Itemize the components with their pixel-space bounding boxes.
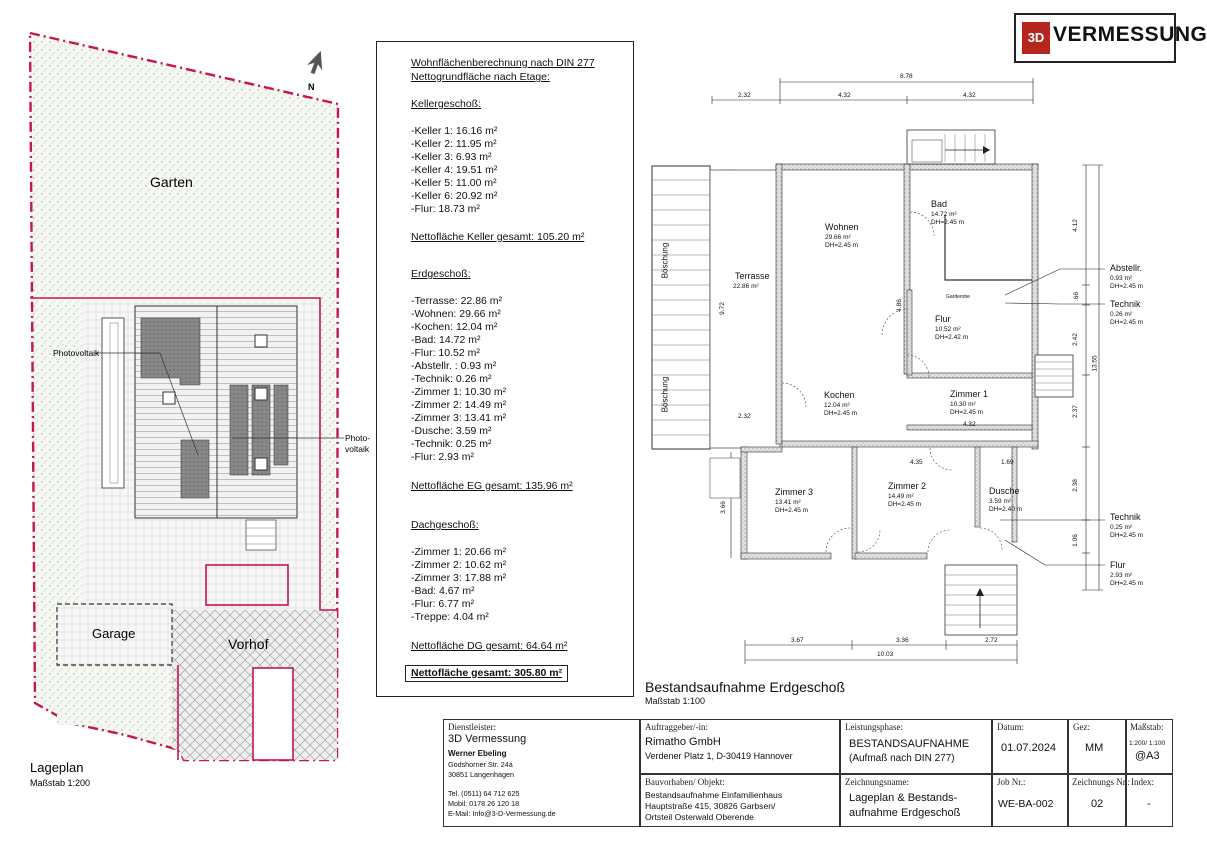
floor-plan — [640, 60, 1180, 710]
tb-person: Werner Ebeling — [448, 749, 507, 758]
tb-index-value: - — [1147, 798, 1151, 810]
dim-bottom-total: 10.03 — [877, 651, 894, 658]
tb-client-label: Auftraggeber/-in: — [645, 722, 708, 732]
tb-dwg-no-label: Zeichnungs Nr.: — [1072, 777, 1130, 787]
tb-city: 30851 Langenhagen — [448, 770, 514, 779]
list-item: -Zimmer 1: 10.30 m² — [411, 386, 507, 398]
tb-gez-value: MM — [1085, 742, 1104, 754]
keller-total: Nettofläche Keller gesamt: 105.20 m² — [411, 231, 585, 243]
list-item: -Keller 4: 19.51 m² — [411, 164, 498, 176]
room-wohnen-dh: DH=2.45 m — [825, 242, 859, 249]
callout-technik1-area: 0.26 m² — [1110, 311, 1133, 318]
floorplan-title: Bestandsaufnahme Erdgeschoß — [645, 679, 846, 695]
boeschung-label: Böschung — [660, 242, 670, 279]
tb-date-label: Datum: — [997, 722, 1024, 732]
dim-top-c: 4.32 — [963, 92, 976, 99]
pv-label-left: Photovoltaik — [53, 348, 100, 358]
room-zimmer3-dh: DH=2.45 m — [775, 507, 809, 514]
room-zimmer2-dh: DH=2.45 m — [888, 501, 922, 508]
list-item: -Zimmer 3: 17.88 m² — [411, 572, 507, 584]
dim-right-f: 1.06 — [1071, 534, 1079, 547]
tb-gez — [1068, 719, 1126, 774]
garten-label: Garten — [150, 174, 193, 190]
eg-title: Erdgeschoß: — [411, 268, 471, 280]
tb-client — [640, 719, 840, 774]
room-bad-area: 14.72 m² — [931, 211, 957, 218]
room-zimmer3-name: Zimmer 3 — [775, 487, 813, 497]
list-item: -Bad: 4.67 m² — [411, 585, 475, 597]
dim-right-e: 2.38 — [1071, 479, 1079, 492]
lageplan-title: Lageplan — [30, 760, 84, 775]
tb-sheet-value: @A3 — [1135, 750, 1160, 762]
list-item: -Keller 2: 11.95 m² — [411, 138, 497, 150]
pv-label-right-2: voltaik — [345, 444, 370, 454]
tb-project-label: Bauvorhaben/ Objekt: — [645, 777, 725, 787]
list-item: -Keller 6: 20.92 m² — [411, 190, 498, 202]
tb-date-value: 01.07.2024 — [1001, 742, 1057, 754]
list-item: -Dusche: 3.59 m² — [411, 425, 492, 437]
tb-email: E-Mail: Info@3-D-Vermessung.de — [448, 809, 556, 818]
dim-inner-169: 1.69 — [1001, 459, 1014, 466]
tb-drawing-1: Lageplan & Bestands- — [849, 792, 958, 804]
dim-right-total: 13.55 — [1091, 355, 1099, 372]
room-terrasse-area: 22.86 m² — [733, 283, 759, 290]
list-item: -Kochen: 12.04 m² — [411, 321, 498, 333]
tb-drawing-label: Zeichnungsname: — [845, 777, 909, 787]
dim-left-366: 3.66 — [719, 501, 727, 514]
room-zimmer1-area: 10.30 m² — [950, 401, 976, 408]
garage-label: Garage — [92, 626, 136, 641]
dim-top-a: 2.32 — [738, 92, 751, 99]
room-zimmer2-name: Zimmer 2 — [888, 481, 926, 491]
logo-wordmark: VERMESSUNG — [1053, 23, 1207, 46]
callout-abstellr-name: Abstellr. — [1110, 263, 1143, 273]
room-zimmer2-area: 14.49 m² — [888, 493, 914, 500]
list-item: -Flur: 18.73 m² — [411, 203, 480, 215]
tb-phase — [840, 719, 992, 774]
lageplan-scale: Maßstab 1:200 — [30, 778, 91, 788]
room-dusche-name: Dusche — [989, 486, 1020, 496]
dim-left-972: 9.72 — [718, 302, 726, 315]
tb-street: Godshorner Str. 24a — [448, 760, 513, 769]
dim-inner-232: 2.32 — [738, 413, 751, 420]
dim-right-a: 4.12 — [1071, 219, 1079, 232]
room-terrasse-name: Terrasse — [735, 271, 770, 281]
room-dusche-dh: DH=2.40 m — [989, 506, 1023, 513]
callout-flur2-name: Flur — [1110, 560, 1126, 570]
room-flur-area: 10.52 m² — [935, 326, 961, 333]
callout-abstellr-dh: DH=2.45 m — [1110, 283, 1144, 290]
tb-tel: Tel. (0511) 64 712 625 — [448, 789, 520, 798]
tb-dienstleister-label: Dienstleister: — [448, 722, 496, 732]
area-heading-2: Nettogrundfläche nach Etage: — [411, 71, 550, 83]
tb-client-addr: Verdener Platz 1, D-30419 Hannover — [645, 751, 793, 761]
tb-client-name: Rimatho GmbH — [645, 736, 721, 748]
list-item: -Bad: 14.72 m² — [411, 334, 481, 346]
room-wohnen-name: Wohnen — [825, 222, 859, 232]
tb-index-label: Index: — [1131, 777, 1154, 787]
tb-job-label: Job Nr.: — [997, 777, 1026, 787]
dim-bottom-b: 3.36 — [896, 637, 909, 644]
callout-flur2-area: 2.93 m² — [1110, 572, 1133, 579]
list-item: -Technik: 0.25 m² — [411, 438, 492, 450]
logo-badge: 3D — [1022, 22, 1050, 54]
room-dusche-area: 3.59 m² — [989, 498, 1012, 505]
callout-technik2-area: 0.25 m² — [1110, 524, 1133, 531]
list-item: -Flur: 6.77 m² — [411, 598, 475, 610]
tb-job-value: WE-BA-002 — [998, 798, 1054, 810]
list-item: -Keller 5: 11.00 m² — [411, 177, 497, 189]
list-item: -Flur: 2.93 m² — [411, 451, 475, 463]
site-plan — [0, 0, 370, 842]
list-item: -Abstellr. : 0.93 m² — [411, 360, 497, 372]
room-zimmer1-dh: DH=2.45 m — [950, 409, 984, 416]
room-zimmer1-name: Zimmer 1 — [950, 389, 988, 399]
boeschung-label: Böschung — [660, 376, 670, 413]
tb-scale-label: Maßstab: — [1130, 722, 1164, 732]
dg-title: Dachgeschoß: — [411, 519, 479, 531]
company-logo — [1014, 13, 1207, 63]
callout-technik2-dh: DH=2.45 m — [1110, 532, 1144, 539]
tb-phase-label: Leistungsphase: — [845, 722, 903, 732]
callout-technik1-name: Technik — [1110, 299, 1141, 309]
callout-technik2-name: Technik — [1110, 512, 1141, 522]
dim-inner-432: 4.32 — [963, 421, 976, 428]
list-item: -Zimmer 1: 20.66 m² — [411, 546, 507, 558]
dim-right-b: .66 — [1073, 291, 1081, 302]
dg-total: Nettofläche DG gesamt: 64.64 m² — [411, 640, 568, 652]
tb-dwg-no — [1068, 774, 1130, 827]
tb-project-1: Bestandsaufnahme Einfamilienhaus — [645, 790, 783, 800]
room-flur-name: Flur — [935, 314, 951, 324]
room-kochen-name: Kochen — [824, 390, 855, 400]
callout-flur2-dh: DH=2.45 m — [1110, 580, 1144, 587]
room-flur-dh: DH=2.42 m — [935, 334, 969, 341]
dim-top-b: 4.32 — [838, 92, 851, 99]
list-item: -Flur: 10.52 m² — [411, 347, 480, 359]
list-item: -Zimmer 2: 14.49 m² — [411, 399, 507, 411]
tb-job — [992, 774, 1068, 827]
list-item: -Zimmer 2: 10.62 m² — [411, 559, 507, 571]
list-item: -Wohnen: 29.66 m² — [411, 308, 501, 320]
tb-mobil: Mobil: 0178 26 120 18 — [448, 799, 520, 808]
room-bad-name: Bad — [931, 199, 948, 209]
tb-project-2: Hauptstraße 415, 30826 Garbsen/ — [645, 801, 776, 811]
dim-inner-435: 4.35 — [910, 459, 923, 466]
tb-index — [1126, 774, 1173, 827]
room-wohnen-area: 29.66 m² — [825, 234, 851, 241]
eg-total: Nettofläche EG gesamt: 135.96 m² — [411, 480, 573, 492]
list-item: -Zimmer 3: 13.41 m² — [411, 412, 507, 424]
floorplan-scale: Maßstab 1:100 — [645, 696, 706, 706]
tb-drawing — [840, 774, 992, 827]
list-item: -Keller 3: 6.93 m² — [411, 151, 492, 163]
dim-bottom-c: 2.72 — [985, 637, 998, 644]
tb-date — [992, 719, 1068, 774]
tb-phase-1: BESTANDSAUFNAHME — [849, 738, 970, 750]
room-kochen-dh: DH=2.45 m — [824, 410, 858, 417]
area-calculation-panel — [376, 41, 634, 697]
room-zimmer3-area: 13.41 m² — [775, 499, 801, 506]
tb-drawing-2: aufnahme Erdgeschoß — [849, 807, 961, 819]
room-garderobe-name: Garderobe — [946, 294, 970, 300]
keller-title: Kellergeschoß: — [411, 98, 482, 110]
tb-project-3: Ortsteil Osterwald Oberende — [645, 812, 754, 822]
list-item: -Keller 1: 16.16 m² — [411, 125, 498, 137]
callout-technik1-dh: DH=2.45 m — [1110, 319, 1144, 326]
tb-dienstleister — [443, 719, 640, 827]
tb-project — [640, 774, 840, 827]
list-item: -Terrasse: 22.86 m² — [411, 295, 503, 307]
dim-inner-486: 4.86 — [895, 299, 903, 312]
list-item: -Treppe: 4.04 m² — [411, 611, 489, 623]
tb-scale-value: 1:200/ 1:100 — [1129, 740, 1166, 747]
grand-total — [405, 665, 568, 682]
pv-label-right-1: Photo- — [345, 433, 371, 443]
room-bad-dh: DH=2.45 m — [931, 219, 965, 226]
dim-right-d: 2.37 — [1071, 405, 1079, 418]
tb-scale — [1126, 719, 1173, 774]
callout-abstellr-area: 0.93 m² — [1110, 275, 1133, 282]
tb-phase-2: (Aufmaß nach DIN 277) — [849, 753, 955, 764]
vorhof-label: Vorhof — [228, 636, 269, 652]
room-kochen-area: 12.04 m² — [824, 402, 850, 409]
list-item: -Technik: 0.26 m² — [411, 373, 492, 385]
north-label: N — [308, 82, 315, 92]
grand-total-text: Nettofläche gesamt: 305.80 m² — [411, 667, 563, 679]
tb-dwg-no-value: 02 — [1091, 798, 1104, 810]
tb-company: 3D Vermessung — [448, 733, 527, 745]
dim-bottom-a: 3.67 — [791, 637, 804, 644]
tb-gez-label: Gez: — [1073, 722, 1090, 732]
dim-top-total: 8.78 — [900, 73, 913, 80]
dim-right-c: 2.42 — [1071, 333, 1079, 346]
north-arrow-icon — [305, 48, 328, 76]
title-block — [443, 719, 1173, 827]
area-heading-1: Wohnflächenberechnung nach DIN 277 — [411, 57, 595, 69]
